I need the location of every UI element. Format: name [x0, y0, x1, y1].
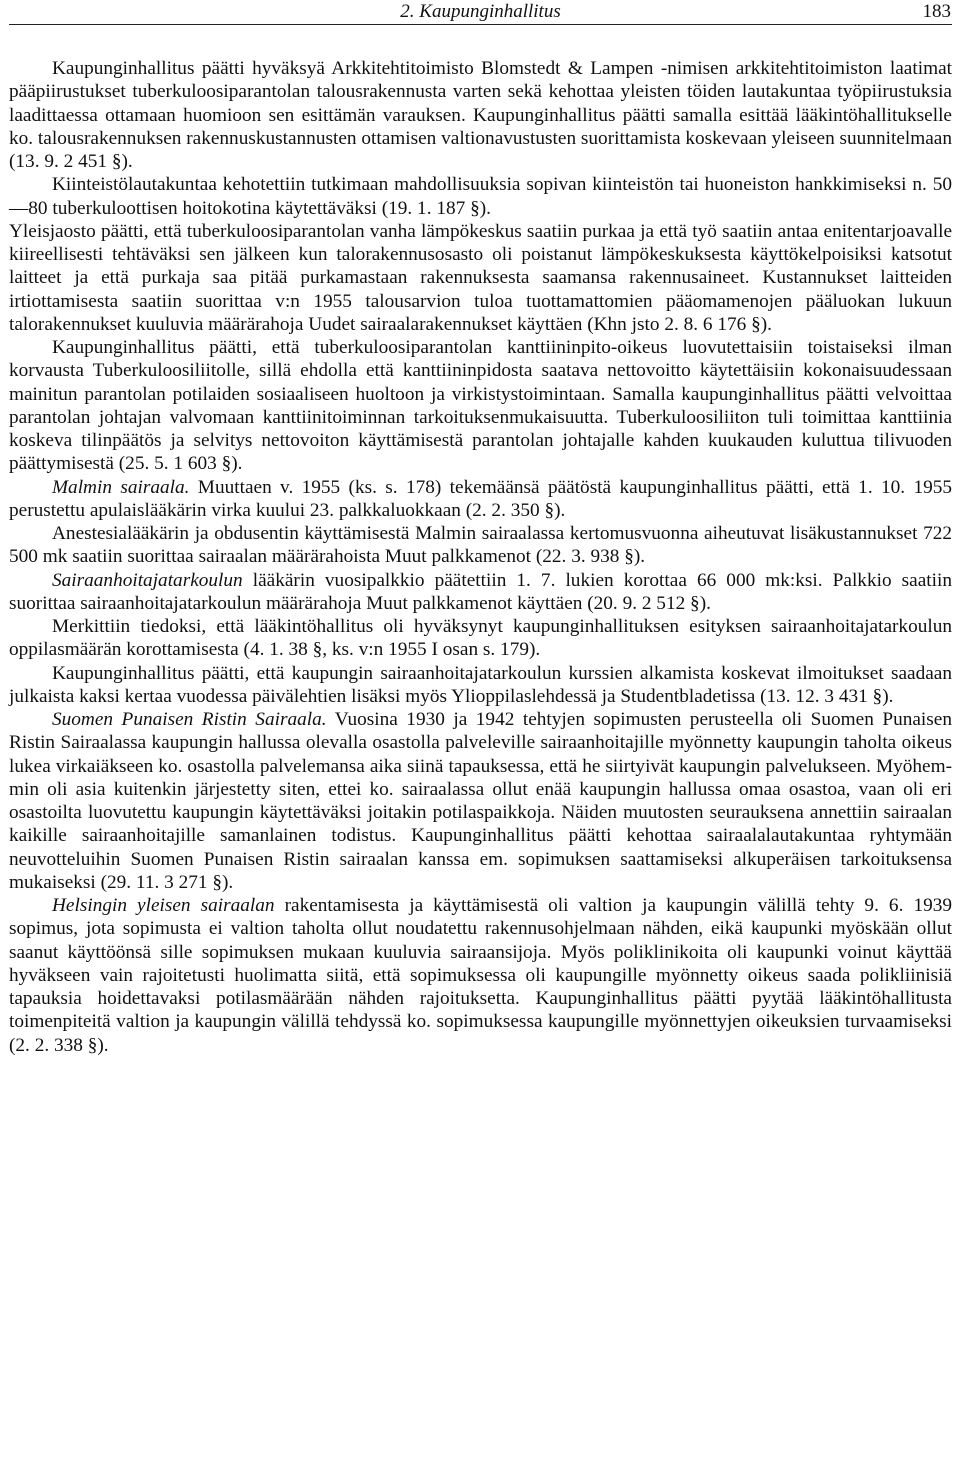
paragraph-lead: Helsingin yleisen sairaalan: [52, 895, 275, 916]
paragraph-lead: Malmin sairaala.: [52, 476, 190, 498]
paragraph-text: Kaupunginhallitus päätti hyväksyä Arkkitehtitoimisto Blomstedt & Lampen -nimisen arkkitehtitoimiston laatimat pääpiirustukset tuberkuloosiparantolan talousrakennusta varten sekä kehottaa yleisten töiden lautakuntaa työpiirustuksia laadittaessa ottamaan huomioon sen esittämän varauksen. Kaupunginhallitus päätti samalla esittää lääkintöhallitukselle ko. talousrakennuksen rakennuskustannusten ottamisen valtionavustusten suorittamista koskevaan yleiseen suunnitelmaan (13. 9. 2 451 §).: [9, 58, 952, 172]
paragraph-lead: Suomen Punaisen Ristin Sairaala.: [52, 709, 327, 730]
paragraph: [9, 476, 952, 523]
paragraph-text: rakentamisesta ja käyttämisestä oli valtion ja kaupungin välillä tehty 9. 6. 1939 sopimus, jota sopimusta ei valtion taholta ollut noudatettu rakennusohjelmaan nähden, eikä kaupunki myöskään ollut saanut käyttöönsä sille sopimuksen mukaan kuuluvia sairaansijoja. Myös poliklinikoita oli kaupunki voinut käyttää hyväkseen vain rajoitetusti huolimatta siitä, että sopimuksessa oli kaupungille myönnetty oikeus saada polikliinisiä tapauksia hoidettavaksi potilasmäärään nähden rajoituksetta. Kaupunginhallitus päätti pyytää lääkintöhallitusta toimenpiteitä valtion ja kaupungin välillä tehdyssä ko. sopimuksessa kaupungille myönnettyjen oikeuksien turvaamiseksi (2. 2. 338 §).: [9, 895, 953, 1056]
paragraph-text: Kaupunginhallitus päätti, että kaupungin sairaanhoitajatarkoulun kurssien alkamista koskevat ilmoitukset saadaan julkaista kaksi kertaa vuodessa päivälehtien lisäksi myös Ylioppilaslehdessä ja Studentbladetissa (13. 12. 3 431 §).: [9, 662, 952, 707]
paragraph-text: Yleisjaosto päätti, että tuberkuloosiparantolan vanha lämpökeskus saatiin purkaa ja että työ saatiin antaa enitentarjoavalle kiireellisesti tehtäväksi sen jälkeen kun talorakennusosasto oli poistanut lämpökeskuksesta käyttökelpoisiksi katsotut laitteet ja että purkaja saa pitää purkamastaan rakennuksesta saamansa rakennusaineet. Kustannukset laitteiden irtiottamisesta saatiin suorittaa v:n 1955 talousarvion tuloa tuottamattomien pääomamenojen pääluokan lukuun talorakennukset kuuluvia määrärahoja Uudet sairaalarakennukset käyttäen (Khn jsto 2. 8. 6 176 §).: [9, 220, 952, 335]
running-header: [9, 0, 952, 25]
paragraph: [9, 336, 952, 476]
paragraph: [9, 57, 952, 173]
paragraph-text: Kiinteistölautakuntaa kehotettiin tutkimaan mahdollisuuksia sopivan kiinteistön tai huoneiston hankkimiseksi n. 50—80 tuberkuloottisen hoitokotina käytettäväksi (19. 1. 187 §).: [9, 174, 952, 219]
body-text: [9, 57, 952, 1057]
paragraph: [9, 522, 952, 569]
paragraph: [9, 569, 952, 616]
paragraph-text: Merkittiin tiedoksi, että lääkintöhallitus oli hyväksynyt kaupunginhallituksen esityksen sairaanhoitajatarkoulun oppilasmäärän korottamisesta (4. 1. 38 §, ks. v:n 1955 I osan s. 179).: [9, 616, 952, 661]
paragraph: [9, 894, 952, 1057]
paragraph: [9, 173, 952, 220]
paragraph: [9, 662, 952, 709]
paragraph: [9, 220, 952, 336]
paragraph-text: lääkärin vuosipalkkio päätettiin 1. 7. lukien korottaa 66 000 mk:ksi. Palkkio saatiin suorittaa sairaanhoitajatarkoulun määrärahoja Muut palkkamenot käyttäen (20. 9. 2 512 §).: [9, 569, 952, 614]
paragraph-lead: Sairaanhoitajatarkoulun: [52, 569, 243, 591]
page-number: 183: [922, 1, 951, 22]
paragraph-text: Anestesialääkärin ja obdusentin käyttämisestä Malmin sairaalassa kertomusvuonna aiheutuvat lisäkustannukset 722 500 mk saatiin suorittaa sairaalan määrärahoista Muut palkkamenot (22. 3. 938 §).: [9, 523, 952, 568]
paragraph-text: Kaupunginhallitus päätti, että tuberkuloosiparantolan kanttiininpito-oikeus luovutettaisiin toistaiseksi ilman korvausta Tuberkuloosiliitolle, sillä ehdolla että kanttiininpidosta saatava nettovoitto käytettäisiin kokonaisuudessaan mainitun parantolan potilaiden sosiaaliseen huoltoon ja virkistystoimintaan. Samalla kaupunginhallitus päätti velvoittaa parantolan johtajan valvomaan kanttiinitoiminnan tarkoituksenmukaisuutta. Tuberkuloosiliiton tuli toimittaa kanttiinia koskeva tilinpäätös ja selvitys nettovoiton käyttämisestä parantolan johtajalle kahden kuukauden kuluttua tilivuoden päättymisestä (25. 5. 1 603 §).: [9, 337, 952, 475]
paragraph: [9, 708, 952, 894]
paragraph-text: Vuosina 1930 ja 1942 tehtyjen sopimusten perusteella oli Suomen Punaisen Ristin Sairaalassa kaupungin hallussa olevalla osastolla palveleville sairaanhoitajille myönnetty kaupungin taholta oikeus lukea virkaiäkseen ko. osastolla palvelemansa aika siinä tapauksessa, että he siirtyivät kaupungin palvelukseen. Myöhemmin oli asia kuitenkin järjestetty siten, ettei ko. sairaalassa ollut enää kaupungin hallussa omaa osastoa, vaan oli eri osastoilta luovutettu kaupungin käytettäväksi joitakin potilaspaikkoja. Näiden muutosten seurauksena annettiin sairaalan kaikille sairaanhoitajille samanlainen todistus. Kaupunginhallitus päätti kehottaa sairaalalautakuntaa ryhtymään neuvotteluihin Suomen Punaisen Ristin sairaalan kanssa em. sopimuksen saattamiseksi alkuperäisen tarkoituksensa mukaiseksi (29. 11. 3 271 §).: [9, 709, 952, 893]
paragraph: [9, 615, 952, 662]
section-title: 2. Kaupunginhallitus: [400, 1, 561, 22]
paragraph-text: Muuttaen v. 1955 (ks. s. 178) tekemäänsä päätöstä kaupunginhallitus päätti, että 1. 10. 1955 perustettu apulaislääkärin virka kuului 23. palkkaluokkaan (2. 2. 350 §).: [9, 476, 953, 521]
